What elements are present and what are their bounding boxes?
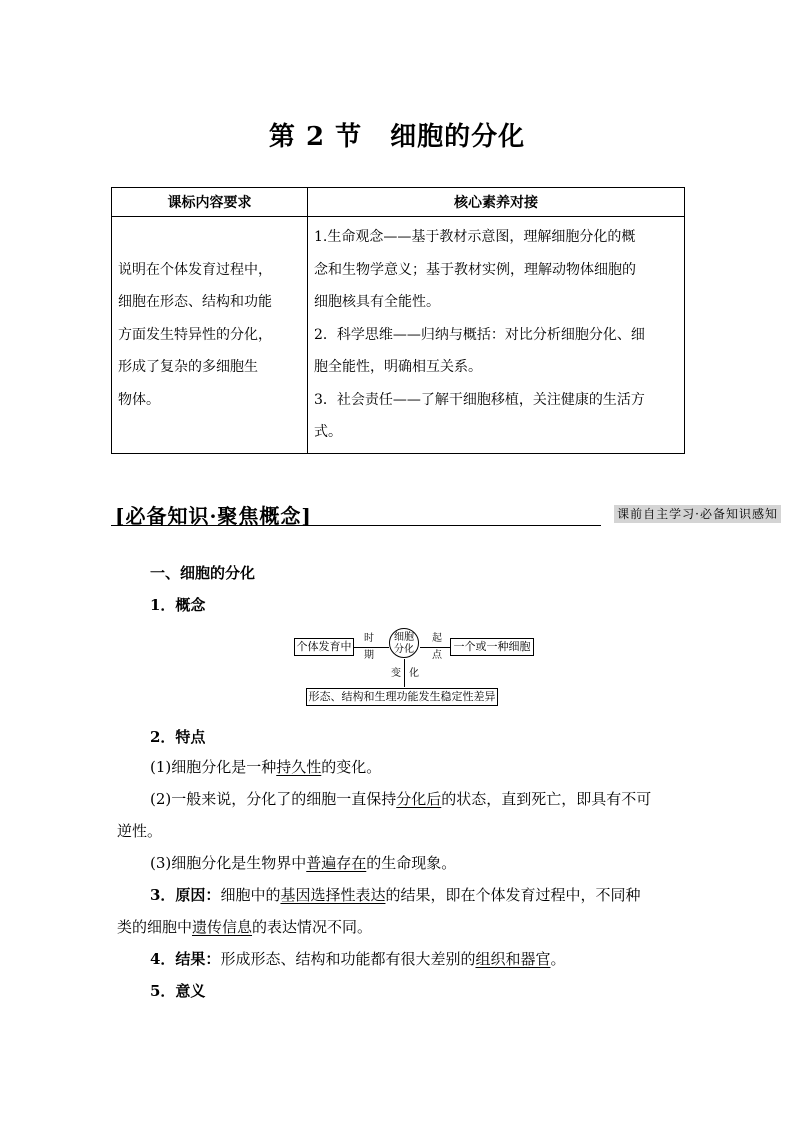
requirements-line: 说明在个体发育过程中， [118,261,272,278]
heading-underline [111,525,601,526]
literacy-line: 2．科学思维——归纳与概括：对比分析细胞分化、细 [314,326,645,343]
literacy-line: 念和生物学意义；基于教材实例，理解动物体细胞的 [314,261,636,278]
diagram-change-left: 变 [391,668,401,679]
feature-1-key: 持久性 [276,758,322,776]
literacy-line: 1.生命观念——基于教材示意图，理解细胞分化的概 [314,229,636,245]
result-text: 形成形态、结构和功能都有很大差别的 [220,950,476,968]
diagram-vertical-connector [404,659,405,687]
diagram-center-circle [389,628,419,658]
diagram-bottom-box: 形态、结构和生理功能发生稳定性差异 [306,688,498,706]
item-significance: 5．意义 [150,982,206,1000]
result-end: 。 [550,950,566,968]
cause-end: 的结果，即在个体发育过程中，不同种 [385,886,641,904]
feature-3-text: (3)细胞分化是生物界中 [150,854,307,872]
title-main: 细胞的分化 [390,122,526,152]
section-heading-bar [111,500,781,526]
diagram-right-connector [420,647,450,648]
diagram-left-connector [354,647,389,648]
page-title [0,116,794,153]
standards-table [111,187,685,454]
feature-3-end: 的生命现象。 [366,854,457,872]
literacy-cell [308,217,685,454]
diagram-start-bottom: 点 [432,650,442,661]
cause-label: 3．原因： [150,886,221,904]
section-tag: 课前自主学习·必备知识感知 [614,505,781,523]
result-line [150,948,565,969]
feature-1 [150,756,381,777]
cause-cont-key: 遗传信息 [192,918,253,936]
feature-1-end: 的变化。 [321,758,382,776]
item-concept: 1．概念 [150,596,206,614]
cause-text: 细胞中的 [220,886,281,904]
diagram-right-box: 一个或一种细胞 [450,638,534,656]
subsection-heading: 一、细胞的分化 [150,564,256,582]
requirements-line: 细胞在形态、结构和功能 [118,294,272,310]
literacy-line: 3．社会责任——了解干细胞移植，关注健康的生活方 [314,391,645,408]
diagram-left-box: 个体发育中 [294,638,354,656]
diagram-change-right: 化 [409,668,419,679]
literacy-line: 胞全能性，明确相互关系。 [314,359,482,375]
cause-key: 基因选择性表达 [280,886,386,904]
feature-2-end: 的状态，直到死亡，即具有不可 [441,790,652,808]
literacy-line: 细胞核具有全能性。 [314,294,440,310]
feature-2-continued: 逆性。 [117,822,163,840]
cause-cont-text: 类的细胞中 [117,918,193,936]
requirements-cell [112,217,308,454]
concept-diagram [290,628,540,712]
cause-line [150,884,640,905]
feature-2-text: (2)一般来说，分化了的细胞一直保持 [150,790,397,808]
diagram-center-top: 细胞 [394,632,414,643]
feature-2 [150,788,651,809]
item-features: 2．特点 [150,728,206,746]
table-header-literacy: 核心素养对接 [308,188,685,217]
cause-cont-end: 的表达情况不同。 [252,918,373,936]
diagram-time-bottom: 期 [364,650,374,661]
feature-3 [150,852,456,873]
feature-1-text: (1)细胞分化是一种 [150,758,277,776]
table-header-requirements: 课标内容要求 [112,188,308,217]
requirements-line: 形成了复杂的多细胞生 [118,359,258,375]
literacy-line: 式。 [314,424,342,440]
result-key: 组织和器官 [475,950,551,968]
requirements-line: 物体。 [118,391,160,408]
cause-line-continued [117,916,372,937]
result-label: 4．结果： [150,950,221,968]
feature-2-key: 分化后 [396,790,442,808]
diagram-center-bottom: 分化 [394,644,414,655]
title-prefix: 第 2 节 [268,122,363,152]
feature-3-key: 普遍存在 [306,854,367,872]
requirements-line: 方面发生特异性的分化， [118,326,272,343]
diagram-start-top: 起 [432,633,442,644]
diagram-time-top: 时 [364,633,374,644]
section-heading: [必备知识·聚焦概念] [115,504,312,528]
